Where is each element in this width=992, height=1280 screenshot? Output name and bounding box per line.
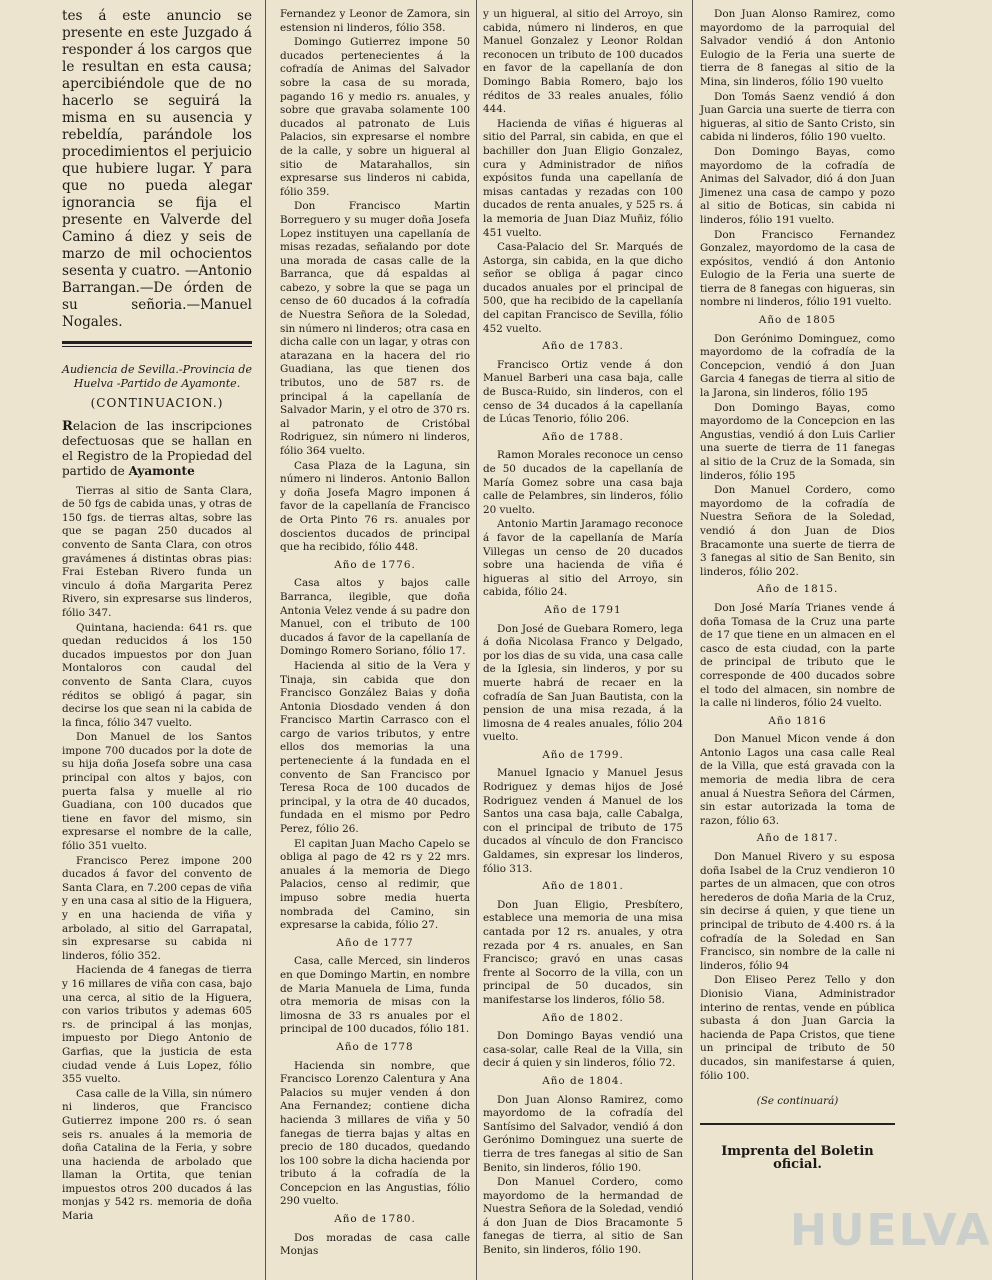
entry-paragraph: Francisco Ortiz vende á don Manuel Barberi una casa baja, calle de Busca-Ruido, sin linderos, con el censo de 34 ducados á la capellanía de Lúcas Tenorio, fólio 206.	[483, 358, 683, 426]
entry-paragraph: Don Juan Eligio, Presbítero, establece una memoria de una misa cantada por 12 rs. anuales, y otra rezada por 4 rs. anuales, en San Francisco; gravó en unas casas frente al Socorro de la villa, con un principal de 50 ducados, sin manifestarse los linderos, fólio 58.	[483, 898, 683, 1006]
entry-paragraph: Don Gerónimo Dominguez, como mayordomo de la cofradía de la Concepcion, vendió á don Juan Garcia 4 fanegas de tierra al sitio de la Jarona, sin linderos, fólio 195	[700, 332, 895, 400]
entry-paragraph: Casa altos y bajos calle Barranca, ilegible, que doña Antonia Velez vende á su padre don Manuel, con el tributo de 100 ducados á favor de la capellanía de Domingo Romero Soriano, fólio 17.	[280, 577, 470, 658]
entry-paragraph: Hacienda sin nombre, que Francisco Lorenzo Calentura y Ana Palacios su mujer venden á don Ana Fernandez; contiene dicha hacienda 3 millares de viña y 50 fanegas de tierra bajas y altas en precio de 180 ducados, quedando los 100 sobre la dicha hacienda por tributo á la cofradía de la Concepcion en las Angustias, fólio 290 vuelto.	[280, 1059, 470, 1208]
column-1	[62, 8, 252, 1225]
relacion-text: elacion de las inscripciones defectuosas que se hallan en el Registro de la Propiedad del partido de	[62, 418, 252, 478]
column-2	[280, 8, 470, 1260]
entry-paragraph: Don Juan Alonso Ramirez, como mayordomo de la parroquial del Salvador vendió á don Antonio Eulogio de la Feria una suerte de tierra de 8 fanegas al sitio de la Mina, sin linderos, fólio 190 vuelto	[700, 8, 895, 88]
relacion-place: Ayamonte	[128, 463, 195, 478]
column-divider	[692, 0, 693, 1280]
relacion-title	[62, 419, 252, 479]
year-heading: Año de 1801.	[542, 880, 624, 893]
entry-paragraph: Don José de Guebara Romero, lega á doña Nicolasa Franco y Delgado, por los dias de su vida, una casa calle de la Iglesia, sin linderos, y por su muerte habrá de recaer en la cofradía de San Juan Bautista, con la pension de una misa rezada, á la limosna de 4 reales anuales, fólio 204 vuelto.	[483, 622, 683, 744]
entry-paragraph: Don Tomás Saenz vendió á don Juan Garcia una suerte de tierra con higueras, al sitio de Santo Cristo, sin cabida ni linderos, fólio 190 vuelto.	[700, 90, 895, 144]
entry-paragraph: Don Manuel Rivero y su esposa doña Isabel de la Cruz vendieron 10 partes de un almacen, que con otros herederos de doña Maria de la Cruz, sin decirse á quien, y que tiene un principal de tributo de 4.400 rs. á la cofradía de la Soledad en San Francisco, sin nombre de la calle ni linderos, fólio 94	[700, 851, 895, 972]
entry-paragraph: y un higueral, al sitio del Arroyo, sin cabida, número ni linderos, en que Manuel Gonzalez y Leonor Roldan reconocen un tributo de 100 ducados en favor de la capellanía de don Domingo Babia Romero, bajo los réditos de 33 reales anuales, fólio 444.	[483, 8, 683, 116]
year-heading: Año de 1780.	[334, 1213, 416, 1226]
continuation-label: (CONTINUACION.)	[90, 396, 224, 410]
drop-cap: R	[62, 418, 73, 434]
column-3	[483, 8, 683, 1259]
entry-paragraph: Don Manuel Cordero, como mayordomo de la hermandad de Nuestra Señora de la Soledad, vendió á don Juan de Dios Bracamonte 5 fanegas de tierra, al sitio de San Benito, sin linderos, fólio 190.	[483, 1176, 683, 1257]
year-heading: Año de 1777	[336, 936, 414, 949]
archive-watermark: HUELVA	[790, 1205, 992, 1256]
notice-text: tes á este anuncio se presente en este Juzgado á responder á los cargos que le resultan en esta causa; apercibiéndole que de no hacerlo se seguirá la misma en su ausencia y rebeldía, parándole los procedimientos el perjuicio que hubiere lugar. Y para que no pueda alegar ignorancia se fija el presente en Valverde del Camino á diez y seis de marzo de mil ochocientos sesenta y cuatro. —Antonio Barrangan.—De órden de su señoria.—Manuel Nogales.	[62, 8, 252, 330]
year-heading: Año de 1815.	[756, 583, 839, 596]
footer-rule	[700, 1123, 895, 1125]
entry-paragraph: Casa, calle Merced, sin linderos en que Domingo Martin, en nombre de Maria Manuela de Lima, funda otra memoria de misas con la limosna de 33 rs anuales por el principal de 100 ducados, fólio 181.	[280, 955, 470, 1036]
entry-paragraph: Hacienda de viñas é higueras al sitio del Parral, sin cabida, en que el bachiller don Juan Eligio Gonzalez, cura y Administrador de niños expósitos funda una capellanía de misas cantadas y rezadas con 100 ducados de renta anuales, y 525 rs. á la memoria de Juan Diaz Muñiz, fólio 451 vuelto.	[483, 117, 683, 239]
entry-paragraph: Quintana, hacienda: 641 rs. que quedan reducidos á los 150 ducados impuestos por don Juan Montaloros con caudal del convento de Santa Clara, cuyos réditos se obligó á pagar, sin decirse los que sean ni la cabida de la finca, fólio 347 vuelto.	[62, 621, 252, 729]
year-heading: Año de 1783.	[542, 340, 624, 353]
year-heading: Año de 1817.	[756, 832, 839, 845]
year-heading: Año 1816	[768, 714, 827, 727]
year-heading: Año de 1799.	[542, 748, 624, 761]
entry-paragraph: Hacienda de 4 fanegas de tierra y 16 millares de viña con casa, bajo una cerca, al sitio de la Higuera, con varios tributos y ademas 605 rs. de principal á las monjas, impuesto por Diego Antonio de Garfias, que la justicia de esta ciudad vende á Luis Lopez, fólio 355 vuelto.	[62, 964, 252, 1086]
entry-paragraph: Don Eliseo Perez Tello y don Dionisio Viana, Administrador interino de rentas, vende en pública subasta á don Juan Garcia la hacienda de Papa Cristos, que tiene un principal de tributo de 50 ducados, sin manifestarse á quien, fólio 100.	[700, 974, 895, 1082]
continued-note: (Se continuará)	[756, 1095, 839, 1108]
year-heading: Año de 1791	[544, 603, 622, 616]
section-heading: Audiencia de Sevilla.-Provincia de Huelva -Partido de Ayamonte.	[62, 363, 252, 390]
entry-paragraph: Don Domingo Bayas, como mayordomo de la cofradía de Animas del Salvador, dió á don Juan Jimenez una casa de campo y pozo al sitio de Boticas, sin cabida ni linderos, fólio 191 vuelto.	[700, 145, 895, 226]
year-heading: Año de 1802.	[542, 1011, 624, 1024]
entry-paragraph: Don José María Trianes vende á doña Tomasa de la Cruz una parte de 17 que tiene en un almacen en el casco de esta ciudad, con la parte de principal de tributo que le corresponde de 400 ducados sobre el todo del almacen, sin nombre de la calle ni linderos, fólio 24 vuelto.	[700, 601, 895, 710]
entry-paragraph: Don Manuel Cordero, como mayordomo de la cofradía de Nuestra Señora de la Soledad, vendió á don Juan de Dios Bracamonte una suerte de tierra de 3 fanegas al sitio de San Benito, sin linderos, fólio 202.	[700, 484, 895, 578]
entry-paragraph: Don Manuel Micon vende á don Antonio Lagos una casa calle Real de la Villa, que está gravada con la memoria de media libra de cera anual á Nuestra Señora del Cármen, sin estar autorizada la toma de razon, fólio 63.	[700, 733, 895, 827]
entry-paragraph: Tierras al sitio de Santa Clara, de 50 fgs de cabida unas, y otras de 150 fgs. de tierras altas, sobre las que se pagan 250 ducados al convento de Santa Clara, con otros gravámenes á distintas obras pias: Frai Esteban Rivero funda un vinculo á doña Margarita Perez Rivero, sin expresarse sus linderos, fólio 347.	[62, 484, 252, 619]
column-divider	[476, 0, 477, 1280]
year-heading: Año de 1778	[336, 1040, 414, 1053]
entry-paragraph: Casa-Palacio del Sr. Marqués de Astorga, sin cabida, en la que dicho señor se obliga á pagar cinco ducados anuales por el principal de 500, que ha recibido de la capellanía del capitan Francisco de Sevilla, fólio 452 vuelto.	[483, 241, 683, 335]
entry-paragraph: Don Francisco Martin Borreguero y su muger doña Josefa Lopez instituyen una capellanía de misas rezadas, señalando por dote una morada de casas calle de la Barranca, que dá espaldas al cabezo, y sobre la que se paga un censo de 60 ducados á la cofradía de Nuestra Señora de la Soledad, sin número ni linderos; otra casa en dicha calle con un lagar, y otras con atarazana en la hacera del rio Guadiana, las que tienen dos tributos, uno de 587 rs. de principal á la capellanía de Salvador Marin, y el otro de 370 rs. al patronato de Cristóbal Rodriguez, sin número ni linderos, fólio 364 vuelto.	[280, 200, 470, 457]
entry-paragraph: Dos moradas de casa calle Monjas	[280, 1231, 470, 1258]
year-heading: Año de 1776.	[334, 558, 416, 571]
column-divider	[265, 0, 266, 1280]
entry-paragraph: El capitan Juan Macho Capelo se obliga al pago de 42 rs y 22 mrs. anuales á la memoria de Diego Palacios, censo al redimir, que impuso sobre media huerta nombrada del Camino, sin expresarse la cabida, fólio 27.	[280, 837, 470, 932]
entry-paragraph: Fernandez y Leonor de Zamora, sin estension ni linderos, fólio 358.	[280, 8, 470, 34]
entry-paragraph: Hacienda al sitio de la Vera y Tinaja, sin cabida que don Francisco González Baias y doña Antonia Diosdado venden á don Francisco Martin Carrasco con el cargo de varios tributos, y entre ellos dos memorias la una perteneciente á la fundada en el convento de San Francisco por Teresa Roca de 100 ducados de principal, y la otra de 40 ducados, fundada en el mismo por Pedro Perez, fólio 26.	[280, 659, 470, 836]
entry-paragraph: Casa Plaza de la Laguna, sin número ni linderos. Antonio Ballon y doña Josefa Magro imponen á favor de la capellanía de Francisco de Orta Pinto 76 rs. anuales por doscientos ducados de principal que ha recibido, fólio 448.	[280, 459, 470, 554]
section-rule	[62, 341, 252, 347]
notice-ending	[62, 8, 252, 331]
column-4	[700, 8, 895, 1172]
entry-paragraph: Don Manuel de los Santos impone 700 ducados por la dote de su hija doña Josefa sobre una casa principal con altos y bajos, con puerta falsa y muelle al rio Guadiana, con 100 ducados que tiene en favor del mismo, sin expresarse el nombre de la calle, fólio 351 vuelto.	[62, 731, 252, 853]
entry-paragraph: Don Domingo Bayas, como mayordomo de la Concepcion en las Angustias, vendió á don Luis Carlier una suerte de tierra de 11 fanegas al sitio de la Cruz de la Somada, sin linderos, fólio 195	[700, 401, 895, 482]
entry-paragraph: Don Juan Alonso Ramirez, como mayordomo de la cofradía del Santísimo del Salvador, vendió á don Gerónimo Dominguez una suerte de tierra de tres fanegas al sitio de San Benito, sin linderos, fólio 190.	[483, 1093, 683, 1174]
year-heading: Año de 1805	[758, 314, 837, 327]
entry-paragraph: Ramon Morales reconoce un censo de 50 ducados de la capellanía de María Gomez sobre una casa baja calle de Pelambres, sin linderos, fólio 20 vuelto.	[483, 449, 683, 516]
year-heading: Año de 1788.	[542, 430, 624, 443]
entry-paragraph: Domingo Gutierrez impone 50 ducados pertenecientes á la cofradía de Animas del Salvador sobre la casa de su morada, pagando 16 y medio rs. anuales, y sobre que gravaba solamente 100 ducados al patronato de Luis Palacios, sin expresarse el nombre de la calle, y sobre un higueral al sitio de Matarahallos, sin expresarse sus linderos ni cabida, fólio 359.	[280, 36, 470, 198]
entry-paragraph: Francisco Perez impone 200 ducados á favor del convento de Santa Clara, en 7.200 cepas de viña y en una casa al sitio de la Higuera, y en una hacienda de viña y arbolado, al sitio del Garrapatal, sin expresarse su cabida ni linderos, fólio 352.	[62, 854, 252, 962]
entry-paragraph: Casa calle de la Villa, sin número ni linderos, que Francisco Gutierrez impone 200 rs. ó sean seis rs. anuales á la memoria de doña Catalina de la Feria, y sobre una hacienda de arbolado que llaman la Ortita, que tenian impuestos otros 200 ducados á las monjas y 542 rs. memoria de doña Maria	[62, 1087, 252, 1223]
year-heading: Año de 1804.	[542, 1074, 624, 1087]
entry-paragraph: Manuel Ignacio y Manuel Jesus Rodriguez y demas hijos de José Rodriguez venden á Manuel de los Santos una casa baja, calle Cabalga, con el principal de tributo de 175 ducados al vínculo de don Francisco Galdames, sin expresar los linderos, fólio 313.	[483, 767, 683, 875]
printer-imprint: Imprenta del Boletin oficial.	[721, 1143, 874, 1173]
entry-paragraph: Don Domingo Bayas vendió una casa-solar, calle Real de la Villa, sin decir á quien y sin linderos, fólio 72.	[483, 1030, 683, 1070]
entry-paragraph: Antonio Martin Jaramago reconoce á favor de la capellanía de María Villegas un censo de 20 ducados sobre una hacienda de viña é higueras al sitio del Arroyo, sin cabida, fólio 24.	[483, 518, 683, 599]
entry-paragraph: Don Francisco Fernandez Gonzalez, mayordomo de la casa de expósitos, vendió á don Antonio Eulogio de la Feria una suerte de tierra de 8 fanegas con higueras, sin nombre ni linderos, fólio 191 vuelto.	[700, 228, 895, 309]
